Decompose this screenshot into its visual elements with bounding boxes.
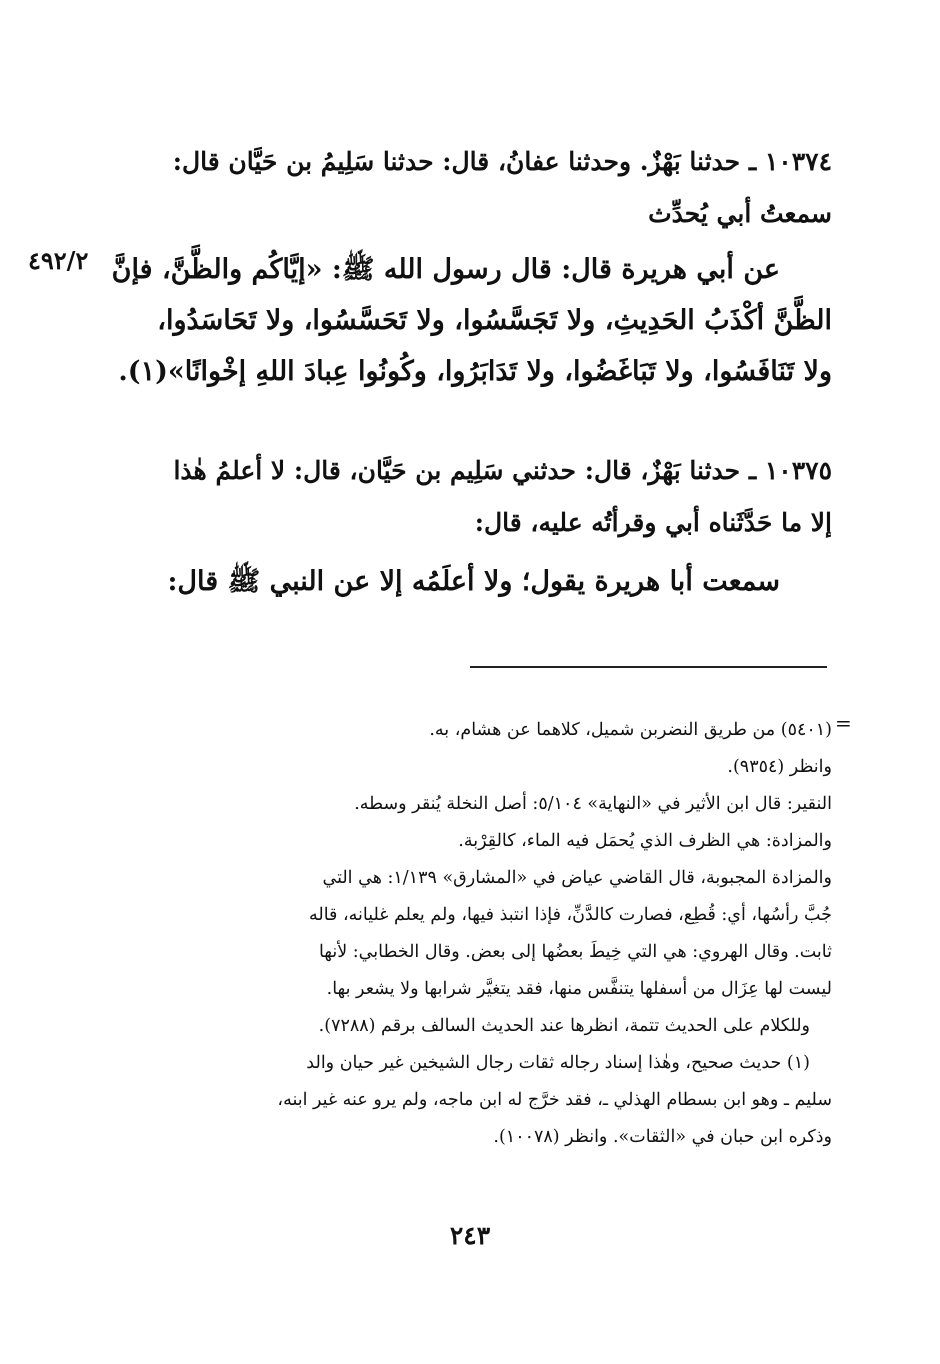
footnote-line-12: وذكره ابن حبان في «الثقات». وانظر (١٠٠٧٨).: [493, 1127, 832, 1147]
footnote-line-2: وانظر (٩٣٥٤).: [727, 757, 832, 777]
footnote-line-9: وللكلام على الحديث تتمة، انظرها عند الحديث السالف برقم (٧٢٨٨).: [318, 1016, 810, 1036]
footnote-line-6: جُبَّ رأسُها، أي: قُطِع، فصارت كالدَّنِّ، فإذا انتبذ فيها، ولم يعلم غليانه، قاله: [309, 905, 832, 925]
footnote-line-7: ثابت. وقال الهروي: هي التي خِيطَ بعضُها إلى بعض. وقال الخطابي: لأنها: [318, 942, 832, 962]
entry-10375-line-2: إلا ما حَدَّثَناه أبي وقرأتُه عليه، قال:: [474, 508, 832, 537]
footnote-separator: [470, 666, 827, 668]
entry-10374-line-2: سمعتُ أبي يُحدِّث: [648, 199, 832, 228]
hadith-line-3: ولا تَنَافَسُوا، ولا تَبَاغَضُوا، ولا تَدَابَرُوا، وكُونُوا عِبادَ اللهِ إخْوانًا»(١).: [118, 356, 832, 387]
entry-10375: [112, 445, 832, 549]
footnote-line-5: والمزادة المجبوبة، قال القاضي عياض في «المشارق» ١/١٣٩: هي التي: [322, 868, 832, 888]
footnote-line-8: ليست لها عِزَال من أسفلها يتنفَّس منها، فقد يتغيَّر شرابها ولا يشعر بها.: [326, 979, 832, 999]
entry-10375-chain-end: [112, 556, 832, 607]
hadith-line-1: عن أبي هريرة قال: قال رسول الله ﷺ: «إيَّاكُم والظَّنَّ، فإنَّ: [111, 254, 780, 285]
entry-10375-line-3: سمعت أبا هريرة يقول؛ ولا أعلَمُه إلا عن النبي ﷺ قال:: [167, 566, 780, 597]
footnote-line-3: النقير: قال ابن الأثير في «النهاية» ٥/١٠٤: أصل النخلة يُنقر وسطه.: [354, 794, 832, 814]
footnotes: [112, 712, 832, 1156]
footnote-line-11: سليم ـ وهو ابن بسطام الهذلي ـ، فقد خرَّج له ابن ماجه، ولم يرو عنه غير ابنه،: [277, 1090, 832, 1110]
hadith-text: [112, 244, 832, 397]
entry-10375-line-1: ١٠٣٧٥ ـ حدثنا بَهْزٌ، قال: حدثني سَلِيم بن حَيَّان، قال: لا أعلمُ هٰذا: [173, 456, 832, 485]
margin-volume-reference: ٤٩٢/٢: [28, 246, 89, 275]
hadith-line-2: الظَّنَّ أكْذَبُ الحَدِيثِ، ولا تَجَسَّسُوا، ولا تَحَسَّسُوا، ولا تَحَاسَدُوا،: [157, 305, 832, 336]
footnote-continuation-mark: =: [835, 711, 852, 735]
page-number: ٢٤٣: [449, 1221, 491, 1250]
footnote-line-10: (١) حديث صحيح، وهٰذا إسناد رجاله ثقات رجال الشيخين غير حيان والد: [306, 1053, 810, 1073]
footnote-line-4: والمزادة: هي الظرف الذي يُحمَل فيه الماء، كالقِرْبة.: [458, 831, 832, 851]
entry-10374-line-1: ١٠٣٧٤ ـ حدثنا بَهْزٌ. وحدثنا عفانُ، قال: حدثنا سَلِيمُ بن حَيَّان قال:: [172, 147, 832, 176]
entry-10374: [112, 136, 832, 240]
footnote-line-1: (٥٤٠١) من طريق النضربن شميل، كلاهما عن هشام، به.: [429, 720, 832, 740]
